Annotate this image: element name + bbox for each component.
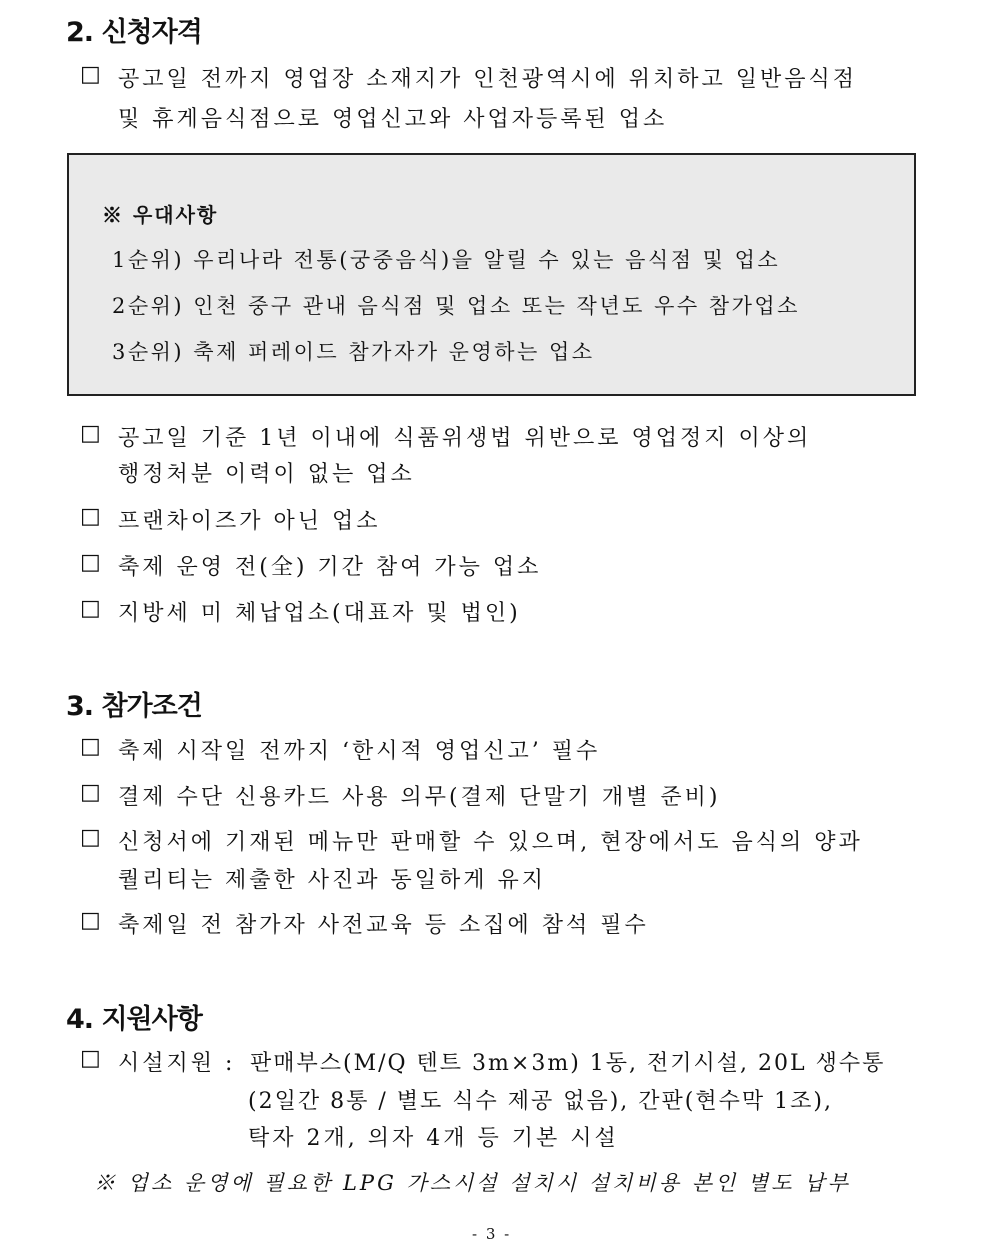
checkbox-icon: □ xyxy=(80,780,101,805)
preference-item-1: 1순위) 우리나라 전통(궁중음식)을 알릴 수 있는 음식점 및 업소 xyxy=(112,248,781,272)
section-4-item-1-line-3: 탁자 2개, 의자 4개 등 기본 시설 xyxy=(248,1126,619,1151)
checkbox-icon: □ xyxy=(80,908,101,933)
section-4-note: ※ 업소 운영에 필요한 LPG 가스시설 설치시 설치비용 본인 별도 납부 xyxy=(94,1171,851,1195)
section-3-item-3-line-1: 신청서에 기재된 메뉴만 판매할 수 있으며, 현장에서도 음식의 양과 xyxy=(118,830,863,855)
checkbox-icon: □ xyxy=(80,1046,101,1071)
section-3-item-4: 축제일 전 참가자 사전교육 등 소집에 참석 필수 xyxy=(118,913,649,938)
section-2-item-4: 축제 운영 전(全) 기간 참여 가능 업소 xyxy=(118,555,542,580)
section-4-item-1-label: 시설지원 : xyxy=(118,1051,236,1076)
section-4-item-1-line-1: 판매부스(M/Q 텐트 3m×3m) 1동, 전기시설, 20L 생수통 xyxy=(250,1051,886,1076)
section-3-item-1: 축제 시작일 전까지 ‘한시적 영업신고’ 필수 xyxy=(118,739,601,764)
preference-item-2: 2순위) 인천 중구 관내 음식점 및 업소 또는 작년도 우수 참가업소 xyxy=(112,294,800,318)
section-2-item-5: 지방세 미 체납업소(대표자 및 법인) xyxy=(118,601,521,626)
section-3-item-2: 결제 수단 신용카드 사용 의무(결제 단말기 개별 준비) xyxy=(118,785,721,810)
section-2-item-2-line-2: 행정처분 이력이 없는 업소 xyxy=(118,462,415,487)
section-2-item-1-line-1: 공고일 전까지 영업장 소재지가 인천광역시에 위치하고 일반음식점 xyxy=(118,67,858,92)
page-number: - 3 - xyxy=(472,1225,512,1243)
section-2-item-2-line-1: 공고일 기준 1년 이내에 식품위생법 위반으로 영업정지 이상의 xyxy=(118,426,812,451)
checkbox-icon: □ xyxy=(80,825,101,850)
section-3-item-3-line-2: 퀄리티는 제출한 사진과 동일하게 유지 xyxy=(118,868,547,893)
checkbox-icon: □ xyxy=(80,550,101,575)
section-4-item-1-line-2: (2일간 8통 / 별도 식수 제공 없음), 간판(현수막 1조), xyxy=(248,1089,833,1114)
preference-title: ※ 우대사항 xyxy=(102,203,219,227)
checkbox-icon: □ xyxy=(80,596,101,621)
checkbox-icon: □ xyxy=(80,421,101,446)
section-4-title: 4. 지원사항 xyxy=(66,1004,202,1035)
checkbox-icon: □ xyxy=(80,504,101,529)
section-3-title: 3. 참가조건 xyxy=(66,691,202,722)
section-2-item-3: 프랜차이즈가 아닌 업소 xyxy=(118,509,381,534)
section-2-item-1-line-2: 및 휴게음식점으로 영업신고와 사업자등록된 업소 xyxy=(118,107,668,132)
section-2-title: 2. 신청자격 xyxy=(66,17,202,48)
preference-item-3: 3순위) 축제 퍼레이드 참가자가 운영하는 업소 xyxy=(112,340,595,364)
checkbox-icon: □ xyxy=(80,62,101,87)
preference-box xyxy=(67,153,916,396)
checkbox-icon: □ xyxy=(80,734,101,759)
